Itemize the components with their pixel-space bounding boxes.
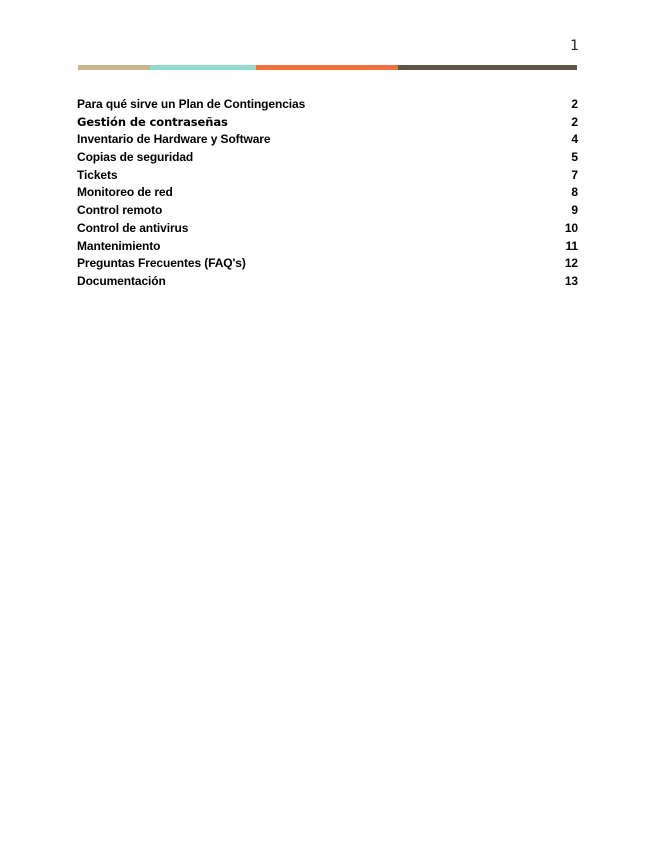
- toc-entry-page: 10: [564, 220, 578, 235]
- toc-entry-title: Gestión de contraseñas: [77, 114, 228, 129]
- toc-entry-page: 5: [571, 150, 578, 165]
- toc-entry[interactable]: [77, 256, 578, 274]
- color-bar-segment-1: [78, 65, 150, 70]
- table-of-contents: [77, 97, 578, 292]
- toc-entry[interactable]: [77, 185, 578, 203]
- toc-entry-page: 2: [571, 114, 578, 129]
- header-color-bar: [78, 65, 577, 70]
- toc-entry-title: Control remoto: [77, 203, 163, 218]
- toc-entry-page: 13: [564, 273, 578, 288]
- toc-entry-title: Mantenimiento: [77, 238, 161, 253]
- toc-entry-title: Tickets: [77, 167, 118, 182]
- toc-entry[interactable]: [77, 132, 578, 150]
- toc-entry[interactable]: [77, 168, 578, 186]
- toc-entry-page: 4: [571, 132, 578, 147]
- toc-entry[interactable]: [77, 221, 578, 239]
- toc-entry-page: 9: [571, 203, 578, 218]
- toc-entry-page: 12: [564, 256, 578, 271]
- page-number: 1: [570, 38, 579, 54]
- toc-entry-page: 8: [571, 185, 578, 200]
- toc-entry-title: Preguntas Frecuentes (FAQ's): [77, 256, 246, 271]
- toc-entry-title: Documentación: [77, 273, 166, 288]
- color-bar-segment-2: [150, 65, 256, 70]
- toc-entry[interactable]: [77, 150, 578, 168]
- toc-entry[interactable]: [77, 115, 578, 133]
- toc-entry-page: 11: [565, 238, 578, 253]
- toc-entry[interactable]: [77, 97, 578, 115]
- toc-entry[interactable]: [77, 239, 578, 257]
- toc-entry-page: 7: [571, 167, 578, 182]
- color-bar-segment-4: [398, 65, 577, 70]
- toc-entry-title: Control de antivirus: [77, 220, 189, 235]
- toc-entry-page: 2: [571, 97, 578, 111]
- toc-entry-title: Monitoreo de red: [77, 185, 173, 200]
- toc-entry-title: Inventario de Hardware y Software: [77, 132, 271, 147]
- toc-entry[interactable]: [77, 203, 578, 221]
- toc-entry-title: Copias de seguridad: [77, 150, 194, 165]
- toc-entry[interactable]: [77, 274, 578, 292]
- toc-entry-title: Para qué sirve un Plan de Contingencias: [77, 97, 306, 111]
- color-bar-segment-3: [256, 65, 398, 70]
